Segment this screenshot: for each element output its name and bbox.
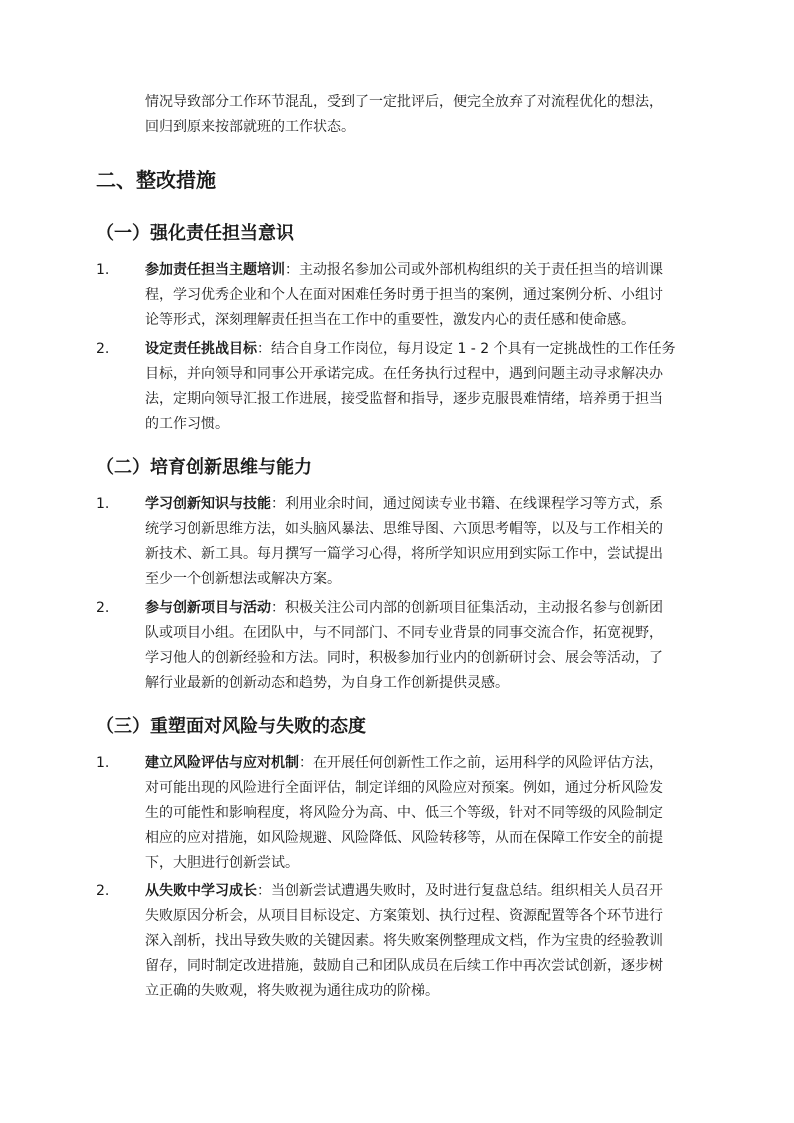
text-line: 对可能出现的风险进行全面评估，制定详细的风险应对预案。例如，通过分析风险发 bbox=[145, 780, 663, 796]
text-line: 相应的应对措施，如风险规避、风险降低、风险转移等，从而在保障工作安全的前提 bbox=[145, 830, 663, 846]
text-line: 失败原因分析会，从项目目标设定、方案策划、执行过程、资源配置等各个环节进行 bbox=[145, 908, 663, 924]
item-body bbox=[145, 492, 705, 592]
text-line: 学习他人的创新经验和方法。同时，积极参加行业内的创新研讨会、展会等活动，了 bbox=[145, 650, 663, 666]
text-line: 留存，同时制定改进措施，鼓励自己和团队成员在后续工作中再次尝试创新，逐步树 bbox=[145, 958, 663, 974]
text-line: 下，大胆进行创新尝试。 bbox=[145, 855, 299, 871]
item-label: 设定责任挑战目标 bbox=[145, 341, 257, 357]
item-text: ：在开展任何创新性工作之前，运用科学的风险评估方法， bbox=[299, 755, 663, 771]
item-number: 1. bbox=[96, 496, 110, 512]
item-text: ：积极关注公司内部的创新项目征集活动，主动报名参与创新团 bbox=[271, 600, 663, 616]
text-line: 的工作习惯。 bbox=[145, 416, 229, 432]
item-label: 从失败中学习成长 bbox=[145, 883, 257, 899]
item-body bbox=[145, 337, 705, 437]
item-label: 建立风险评估与应对机制 bbox=[145, 755, 299, 771]
text-line: 程，学习优秀企业和个人在面对困难任务时勇于担当的案例，通过案例分析、小组讨 bbox=[145, 287, 663, 303]
text-line: 统学习创新思维方法，如头脑风暴法、思维导图、六顶思考帽等，以及与工作相关的 bbox=[145, 521, 663, 537]
item-body bbox=[145, 258, 705, 333]
text-line: 队或项目小组。在团队中，与不同部门、不同专业背景的同事交流合作，拓宽视野， bbox=[145, 625, 663, 641]
text-line: 深入剖析，找出导致失败的关键因素。将失败案例整理成文档，作为宝贵的经验教训 bbox=[145, 933, 663, 949]
item-number: 2. bbox=[96, 883, 110, 899]
text-line: 论等形式，深刻理解责任担当在工作中的重要性，激发内心的责任感和使命感。 bbox=[145, 312, 635, 328]
text-line: 至少一个创新想法或解决方案。 bbox=[145, 571, 341, 587]
item-number: 1. bbox=[96, 755, 110, 771]
intro-continuation bbox=[145, 90, 705, 140]
item-text: ：当创新尝试遭遇失败时，及时进行复盘总结。组织相关人员召开 bbox=[257, 883, 663, 899]
item-text: ：利用业余时间，通过阅读专业书籍、在线课程学习等方式，系 bbox=[271, 496, 663, 512]
item-number: 1. bbox=[96, 262, 110, 278]
subsection-title: （一）强化责任担当意识 bbox=[96, 223, 294, 244]
subsection-title: （三）重塑面对风险与失败的态度 bbox=[96, 716, 366, 737]
item-number: 2. bbox=[96, 341, 110, 357]
text-line: 法，定期向领导汇报工作进展，接受监督和指导，逐步克服畏难情绪，培养勇于担当 bbox=[145, 391, 663, 407]
item-label: 学习创新知识与技能 bbox=[145, 496, 271, 512]
item-label: 参加责任担当主题培训 bbox=[145, 262, 285, 278]
text-line: 目标，并向领导和同事公开承诺完成。在任务执行过程中，遇到问题主动寻求解决办 bbox=[145, 366, 663, 382]
item-label: 参与创新项目与活动 bbox=[145, 600, 271, 616]
item-text: ：结合自身工作岗位，每月设定 1 - 2 个具有一定挑战性的工作任务 bbox=[257, 341, 676, 357]
text-line: 情况导致部分工作环节混乱，受到了一定批评后，便完全放弃了对流程优化的想法， bbox=[145, 94, 663, 110]
item-text: ：主动报名参加公司或外部机构组织的关于责任担当的培训课 bbox=[285, 262, 663, 278]
text-line: 立正确的失败观，将失败视为通往成功的阶梯。 bbox=[145, 983, 439, 999]
subsection-title: （二）培育创新思维与能力 bbox=[96, 457, 312, 478]
text-line: 生的可能性和影响程度，将风险分为高、中、低三个等级，针对不同等级的风险制定 bbox=[145, 805, 663, 821]
text-line: 解行业最新的创新动态和趋势，为自身工作创新提供灵感。 bbox=[145, 675, 509, 691]
item-body bbox=[145, 751, 705, 876]
section-title: 二、整改措施 bbox=[96, 168, 216, 192]
item-body bbox=[145, 879, 705, 1004]
item-body bbox=[145, 596, 705, 696]
text-line: 回归到原来按部就班的工作状态。 bbox=[145, 119, 355, 135]
text-line: 新技术、新工具。每月撰写一篇学习心得，将所学知识应用到实际工作中，尝试提出 bbox=[145, 546, 663, 562]
item-number: 2. bbox=[96, 600, 110, 616]
